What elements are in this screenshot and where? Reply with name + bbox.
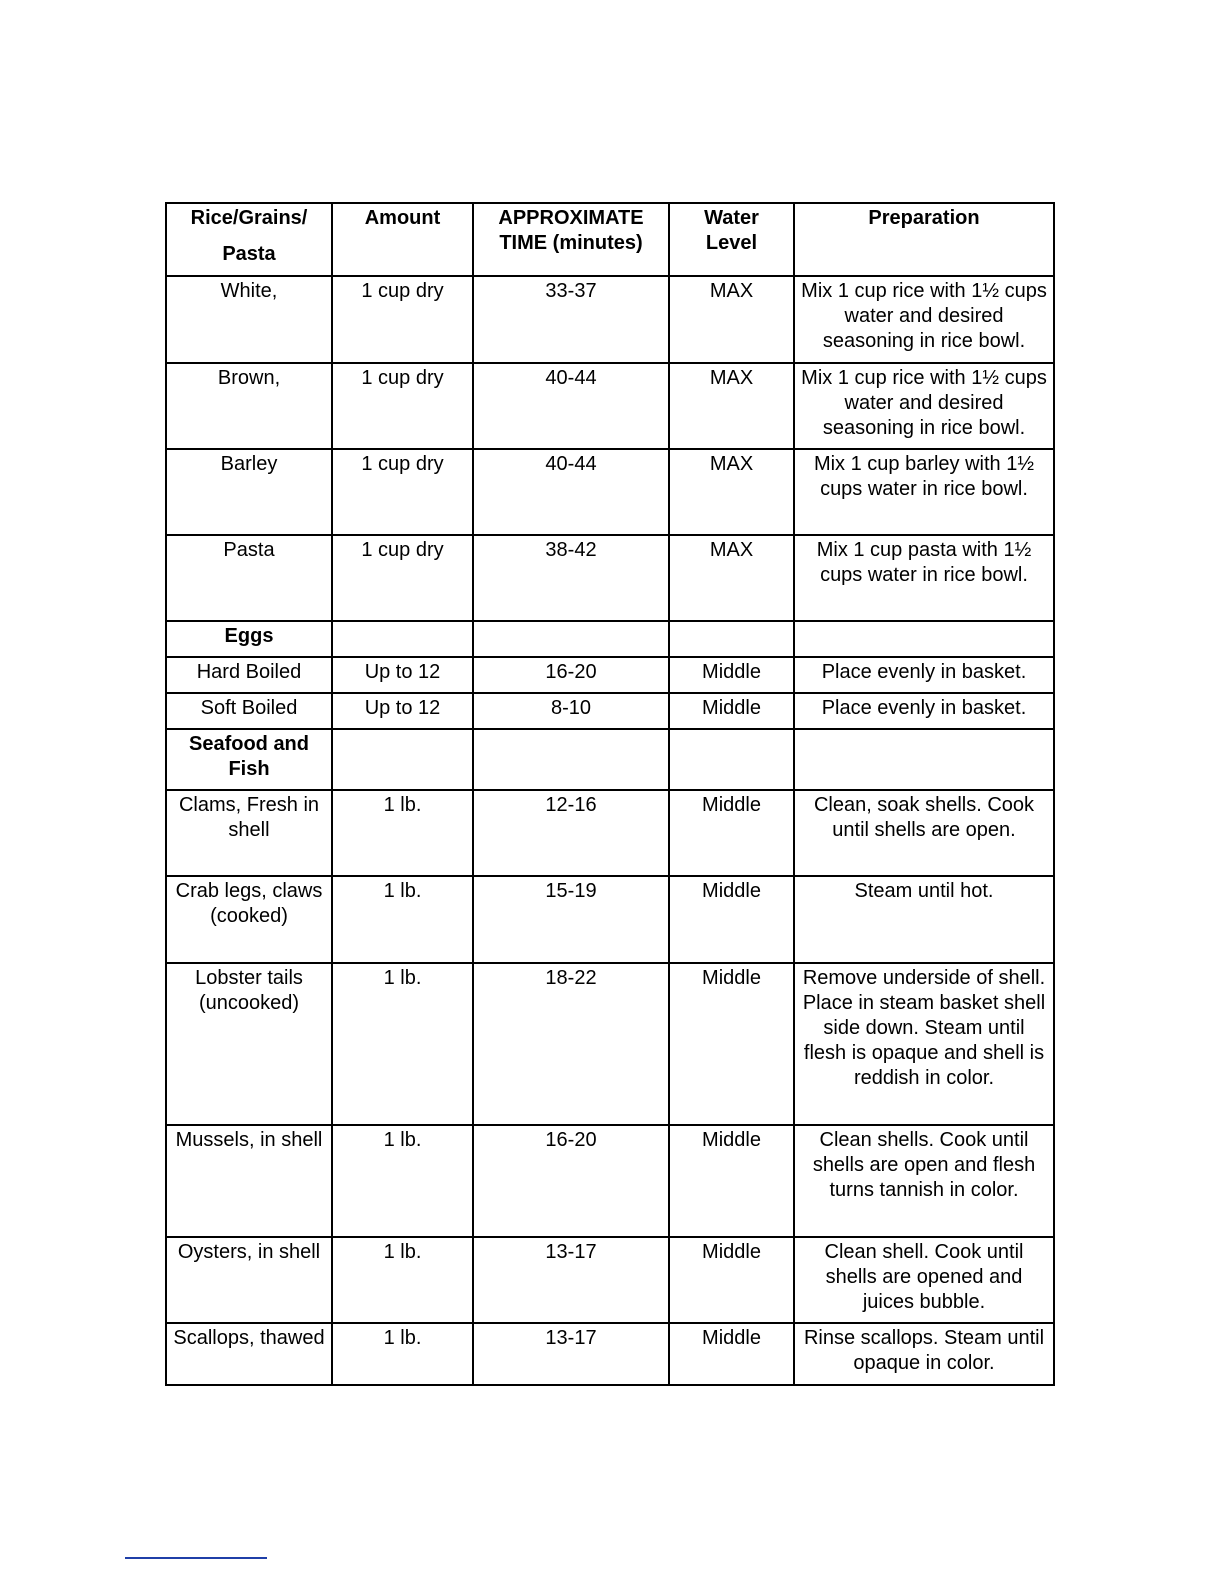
cell-prep: Place evenly in basket. — [794, 693, 1054, 729]
cell-amount: 1 cup dry — [332, 535, 473, 621]
empty-cell — [794, 729, 1054, 790]
cell-prep: Steam until hot. — [794, 876, 1054, 963]
cell-water: Middle — [669, 1237, 794, 1323]
table-row — [166, 1323, 1054, 1385]
table-row — [166, 1125, 1054, 1237]
cell-time: 16-20 — [473, 1125, 669, 1237]
header-item: Rice/Grains/ Pasta — [166, 203, 332, 276]
footnote-separator-line — [125, 1557, 267, 1559]
header-time: APPROXIMATE TIME (minutes) — [473, 203, 669, 276]
section-row-eggs — [166, 621, 1054, 657]
cell-item: Soft Boiled — [166, 693, 332, 729]
steaming-guide-table — [165, 202, 1055, 1386]
cell-item: Scallops, thawed — [166, 1323, 332, 1385]
cell-prep: Rinse scallops. Steam until opaque in color. — [794, 1323, 1054, 1385]
cell-water: Middle — [669, 790, 794, 876]
cell-water: MAX — [669, 535, 794, 621]
cell-time: 38-42 — [473, 535, 669, 621]
cell-amount: 1 lb. — [332, 963, 473, 1125]
cell-amount: 1 cup dry — [332, 449, 473, 535]
table-row — [166, 363, 1054, 449]
cell-prep: Clean shell. Cook until shells are opened and juices bubble. — [794, 1237, 1054, 1323]
empty-cell — [473, 729, 669, 790]
cell-item: Mussels, in shell — [166, 1125, 332, 1237]
cell-item: Lobster tails (uncooked) — [166, 963, 332, 1125]
cell-water: MAX — [669, 449, 794, 535]
empty-cell — [332, 729, 473, 790]
cell-prep: Mix 1 cup rice with 1½ cups water and desired seasoning in rice bowl. — [794, 363, 1054, 449]
section-title-eggs: Eggs — [166, 621, 332, 657]
cell-time: 18-22 — [473, 963, 669, 1125]
table-row — [166, 963, 1054, 1125]
cell-water: Middle — [669, 1323, 794, 1385]
cell-water: Middle — [669, 963, 794, 1125]
cell-amount: Up to 12 — [332, 657, 473, 693]
cell-water: Middle — [669, 876, 794, 963]
cell-prep: Mix 1 cup pasta with 1½ cups water in rice bowl. — [794, 535, 1054, 621]
cell-time: 13-17 — [473, 1237, 669, 1323]
cell-amount: 1 cup dry — [332, 276, 473, 363]
table-row — [166, 790, 1054, 876]
cell-water: MAX — [669, 276, 794, 363]
cell-time: 15-19 — [473, 876, 669, 963]
table-row — [166, 657, 1054, 693]
table-row — [166, 276, 1054, 363]
cell-prep: Remove underside of shell. Place in steam basket shell side down. Steam until flesh is opaque and shell is reddish in color. — [794, 963, 1054, 1125]
cell-item: Oysters, in shell — [166, 1237, 332, 1323]
cell-amount: 1 lb. — [332, 790, 473, 876]
cell-time: 16-20 — [473, 657, 669, 693]
header-preparation: Preparation — [794, 203, 1054, 276]
table-row — [166, 693, 1054, 729]
cell-amount: 1 lb. — [332, 1323, 473, 1385]
cell-water: Middle — [669, 1125, 794, 1237]
cell-prep: Mix 1 cup barley with 1½ cups water in rice bowl. — [794, 449, 1054, 535]
cell-amount: 1 cup dry — [332, 363, 473, 449]
cell-item: Barley — [166, 449, 332, 535]
table-row — [166, 876, 1054, 963]
cell-amount: 1 lb. — [332, 1125, 473, 1237]
cell-item: Clams, Fresh in shell — [166, 790, 332, 876]
cell-item: Hard Boiled — [166, 657, 332, 693]
empty-cell — [473, 621, 669, 657]
cell-time: 40-44 — [473, 363, 669, 449]
table-row — [166, 535, 1054, 621]
empty-cell — [332, 621, 473, 657]
cell-time: 13-17 — [473, 1323, 669, 1385]
cell-time: 33-37 — [473, 276, 669, 363]
cell-prep: Place evenly in basket. — [794, 657, 1054, 693]
empty-cell — [794, 621, 1054, 657]
cell-item: White, — [166, 276, 332, 363]
cell-item: Pasta — [166, 535, 332, 621]
section-row-seafood — [166, 729, 1054, 790]
cell-amount: 1 lb. — [332, 1237, 473, 1323]
table-row — [166, 449, 1054, 535]
cell-prep: Clean, soak shells. Cook until shells are open. — [794, 790, 1054, 876]
cell-water: Middle — [669, 693, 794, 729]
cell-amount: Up to 12 — [332, 693, 473, 729]
cell-amount: 1 lb. — [332, 876, 473, 963]
empty-cell — [669, 621, 794, 657]
cell-time: 12-16 — [473, 790, 669, 876]
table-row — [166, 1237, 1054, 1323]
section-title-seafood: Seafood and Fish — [166, 729, 332, 790]
cell-prep: Clean shells. Cook until shells are open and flesh turns tannish in color. — [794, 1125, 1054, 1237]
header-amount: Amount — [332, 203, 473, 276]
cell-item: Crab legs, claws (cooked) — [166, 876, 332, 963]
cell-time: 40-44 — [473, 449, 669, 535]
cell-item: Brown, — [166, 363, 332, 449]
empty-cell — [669, 729, 794, 790]
header-water-level: Water Level — [669, 203, 794, 276]
cell-time: 8-10 — [473, 693, 669, 729]
table-header-row — [166, 203, 1054, 276]
cell-water: MAX — [669, 363, 794, 449]
cell-prep: Mix 1 cup rice with 1½ cups water and desired seasoning in rice bowl. — [794, 276, 1054, 363]
cell-water: Middle — [669, 657, 794, 693]
